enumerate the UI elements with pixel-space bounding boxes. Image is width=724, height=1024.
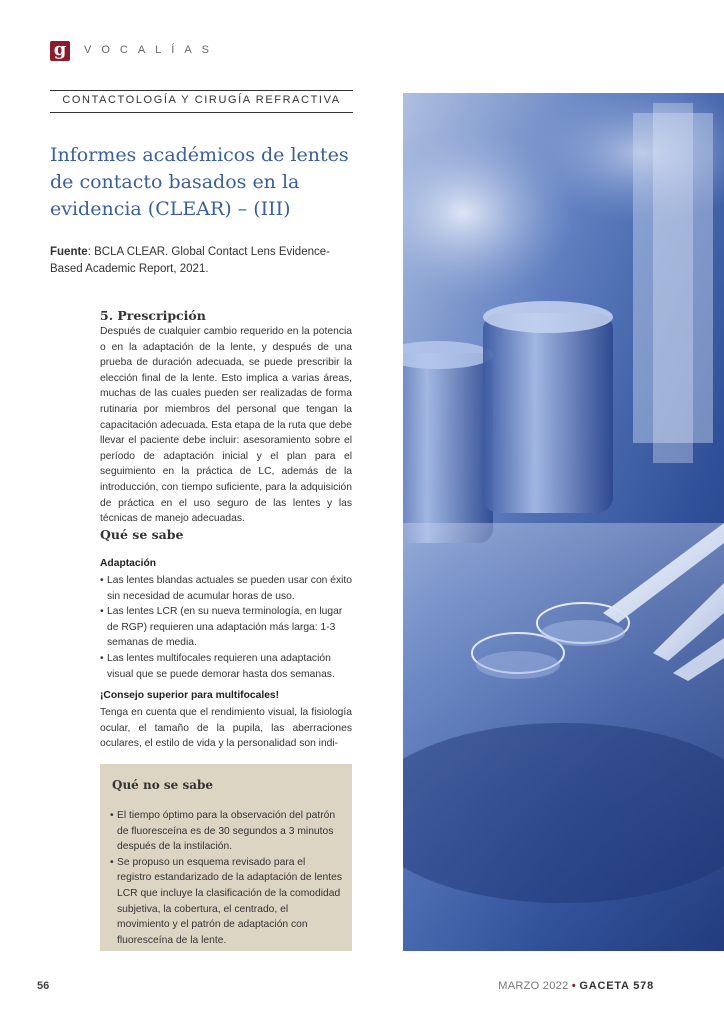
list-item: • El tiempo óptimo para la observación del patrón de fluoresceína es de 30 segundos a 3 minutos después de la instilación. <box>110 808 342 855</box>
article-title: Informes académicos de lentes de contacto basados en la evidencia (CLEAR) – (III) <box>50 144 349 220</box>
category-rule-bottom <box>50 112 353 113</box>
article-source <box>50 244 340 278</box>
list-item: • Se propuso un esquema revisado para el registro estandarizado de la adaptación de lentes LCR que incluye la clasificación de la comodidad subjetiva, la cobertura, el centrado, el movimiento y el patrón de adaptación con fluoresceína de la lente. <box>110 855 342 949</box>
section-name: VOCALÍAS <box>84 44 220 56</box>
footer-date: MARZO 2022 <box>498 980 569 992</box>
contact-lens-illustration <box>403 93 724 951</box>
tip-heading: ¡Consejo superior para multifocales! <box>100 690 280 701</box>
contact-lens-photo <box>403 93 724 951</box>
tip-text: Tenga en cuenta que el rendimiento visual, la fisiología ocular, el tamaño de la pupila, las aberraciones oculares, el estilo de vida y la personalidad son indi- <box>100 707 352 750</box>
unknown-heading: Qué no se sabe <box>112 778 214 792</box>
list-item: • Las lentes multifocales requieren una adaptación visual que se puede demorar hasta dos semanas. <box>100 651 352 682</box>
adaptation-list <box>100 573 352 682</box>
footer-magazine: GACETA 578 <box>579 980 654 992</box>
page-number: 56 <box>37 980 50 992</box>
prescription-text: Después de cualquier cambio requerido en la potencia o en la adaptación de la lente, y después de una prueba de duración adecuada, se puede prescribir la elección final de la lente. Esto implica a varias áreas, muchas de las cuales pueden ser realizadas de forma rutinaria por miembros del personal que tengan la capacitación adecuada. Esta etapa de la ruta que debe llevar el paciente debe incluir: asesoramiento sobre el período de adaptación inicial y el plan para el seguimiento en la práctica de LC, además de la introducción, con tiempo suficiente, para la adquisición de práctica en el uso seguro de las lentes y las técnicas de manejo adecuadas. <box>100 326 352 525</box>
source-label: Fuente <box>50 246 88 258</box>
magazine-logo <box>50 41 70 61</box>
adaptation-heading: Adaptación <box>100 558 157 569</box>
logo-letter: g <box>53 39 67 60</box>
source-text: : BCLA CLEAR. Global Contact Lens Evidence-Based Academic Report, 2021. <box>50 246 330 275</box>
list-item: • Las lentes blandas actuales se pueden usar con éxito sin necesidad de acumular horas de uso. <box>100 573 352 604</box>
category-label: CONTACTOLOGÍA Y CIRUGÍA REFRACTIVA <box>62 94 341 106</box>
footer-issue <box>498 980 654 992</box>
footer-separator: • <box>571 980 576 992</box>
unknown-list <box>110 808 342 948</box>
known-heading: Qué se sabe <box>100 527 184 542</box>
list-item: • Las lentes LCR (en su nueva terminología, en lugar de RGP) requieren una adaptación más larga: 1-3 semanas de media. <box>100 604 352 651</box>
prescription-heading: 5. Prescripción <box>100 308 206 323</box>
category-rule-top <box>50 90 353 91</box>
